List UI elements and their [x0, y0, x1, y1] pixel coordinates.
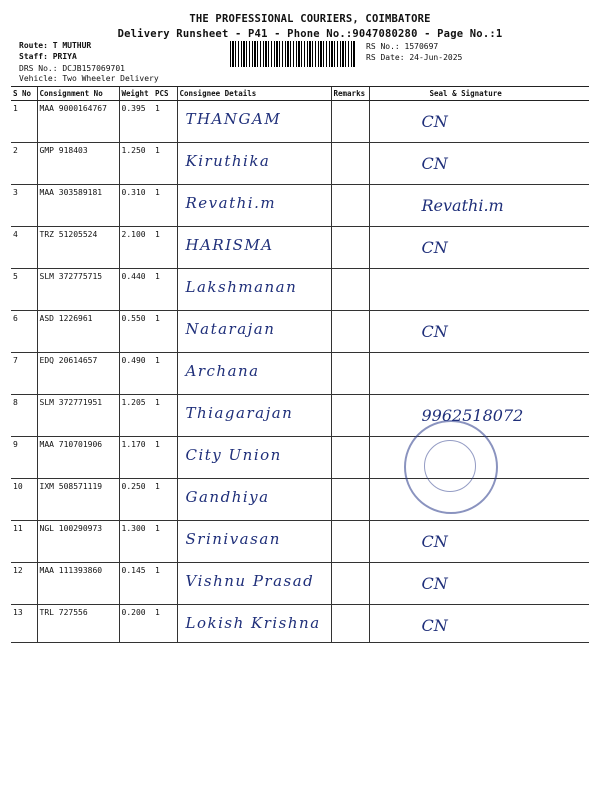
- sno-cell: 1: [11, 101, 37, 143]
- remarks-cell: [331, 605, 369, 643]
- vehicle-field: Vehicle: Two Wheeler Delivery: [19, 74, 159, 83]
- consignee-cell: [177, 521, 331, 563]
- consignment-cell: TRL 727556: [37, 605, 119, 643]
- sno-cell: 10: [11, 479, 37, 521]
- handwritten-name: Revathi.m: [185, 194, 277, 212]
- pcs-cell: 1: [153, 563, 177, 605]
- col-header-pcs: PCS: [153, 87, 177, 101]
- consignment-cell: GMP 918403: [37, 143, 119, 185]
- signature-cell: [369, 101, 589, 143]
- weight-cell: 0.200: [119, 605, 153, 643]
- table-header-row: [11, 87, 589, 101]
- pcs-cell: 1: [153, 227, 177, 269]
- sno-cell: 7: [11, 353, 37, 395]
- route-field: Route: T MUTHUR: [19, 41, 92, 50]
- handwritten-name: Kiruthika: [185, 152, 271, 170]
- signature-cell: [369, 605, 589, 643]
- sno-cell: 2: [11, 143, 37, 185]
- sno-cell: 5: [11, 269, 37, 311]
- rs-date: RS Date: 24-Jun-2025: [366, 53, 463, 62]
- handwritten-signature: Revathi.m: [421, 196, 504, 215]
- col-header-consignment: Consignment No: [37, 87, 119, 101]
- handwritten-signature: [372, 272, 588, 280]
- remarks-cell: [331, 479, 369, 521]
- consignment-cell: TRZ 51205524: [37, 227, 119, 269]
- table-row: [11, 605, 589, 643]
- pcs-cell: 1: [153, 143, 177, 185]
- signature-cell: [369, 353, 589, 395]
- pcs-cell: 1: [153, 185, 177, 227]
- pcs-cell: 1: [153, 353, 177, 395]
- signature-cell: [369, 311, 589, 353]
- weight-cell: 0.145: [119, 563, 153, 605]
- company-title: THE PROFESSIONAL COURIERS, COIMBATORE: [189, 13, 431, 25]
- sno-cell: 13: [11, 605, 37, 643]
- sno-cell: 12: [11, 563, 37, 605]
- handwritten-name: Srinivasan: [185, 530, 281, 548]
- handwritten-name: Archana: [185, 362, 260, 380]
- handwritten-name: Thiagarajan: [185, 404, 294, 422]
- consignee-cell: [177, 269, 331, 311]
- handwritten-name: Gandhiya: [185, 488, 270, 506]
- weight-cell: 2.100: [119, 227, 153, 269]
- pcs-cell: 1: [153, 605, 177, 643]
- signature-cell: [369, 269, 589, 311]
- remarks-cell: [331, 521, 369, 563]
- remarks-cell: [331, 227, 369, 269]
- handwritten-signature: CN: [421, 574, 448, 593]
- consignment-cell: MAA 9000164767: [37, 101, 119, 143]
- consignee-cell: [177, 143, 331, 185]
- table-row: [11, 395, 589, 437]
- handwritten-signature: CN: [421, 238, 448, 257]
- remarks-cell: [331, 353, 369, 395]
- remarks-cell: [331, 395, 369, 437]
- handwritten-signature: CN: [421, 616, 448, 635]
- col-header-signature: Seal & Signature: [369, 87, 589, 101]
- table-row: [11, 521, 589, 563]
- col-header-consignee: Consignee Details: [177, 87, 331, 101]
- barcode-image: [230, 41, 356, 67]
- table-row: [11, 563, 589, 605]
- pcs-cell: 1: [153, 437, 177, 479]
- consignment-cell: MAA 111393860: [37, 563, 119, 605]
- pcs-cell: 1: [153, 101, 177, 143]
- table-row: [11, 143, 589, 185]
- signature-cell: [369, 227, 589, 269]
- table-row: [11, 227, 589, 269]
- weight-cell: 1.170: [119, 437, 153, 479]
- signature-cell: [369, 143, 589, 185]
- consignee-cell: [177, 563, 331, 605]
- signature-cell: [369, 185, 589, 227]
- weight-cell: 1.205: [119, 395, 153, 437]
- handwritten-name: City Union: [185, 446, 282, 464]
- sno-cell: 11: [11, 521, 37, 563]
- handwritten-signature: CN: [421, 322, 448, 341]
- consignee-cell: [177, 311, 331, 353]
- handwritten-name: THANGAM: [185, 110, 282, 128]
- remarks-cell: [331, 101, 369, 143]
- pcs-cell: 1: [153, 311, 177, 353]
- consignment-cell: EDQ 20614657: [37, 353, 119, 395]
- consignment-cell: SLM 372775715: [37, 269, 119, 311]
- handwritten-name: Natarajan: [185, 320, 276, 338]
- pcs-cell: 1: [153, 395, 177, 437]
- handwritten-name: Vishnu Prasad: [185, 572, 315, 590]
- weight-cell: 0.550: [119, 311, 153, 353]
- handwritten-name: HARISMA: [185, 236, 274, 254]
- consignment-cell: IXM 508571119: [37, 479, 119, 521]
- sno-cell: 8: [11, 395, 37, 437]
- consignee-cell: [177, 605, 331, 643]
- consignee-cell: [177, 437, 331, 479]
- weight-cell: 0.490: [119, 353, 153, 395]
- pcs-cell: 1: [153, 521, 177, 563]
- pcs-cell: 1: [153, 479, 177, 521]
- sno-cell: 3: [11, 185, 37, 227]
- weight-cell: 0.395: [119, 101, 153, 143]
- consignment-cell: NGL 100290973: [37, 521, 119, 563]
- handwritten-signature: [372, 356, 588, 364]
- remarks-cell: [331, 185, 369, 227]
- weight-cell: 0.250: [119, 479, 153, 521]
- consignee-cell: [177, 101, 331, 143]
- rs-number: RS No.: 1570697: [366, 42, 439, 51]
- consignment-cell: MAA 710701906: [37, 437, 119, 479]
- remarks-cell: [331, 437, 369, 479]
- sno-cell: 4: [11, 227, 37, 269]
- table-row: [11, 479, 589, 521]
- handwritten-signature: 9962518072: [421, 406, 524, 425]
- sno-cell: 6: [11, 311, 37, 353]
- consignee-cell: [177, 185, 331, 227]
- col-header-sno: S No: [11, 87, 37, 101]
- weight-cell: 0.440: [119, 269, 153, 311]
- sno-cell: 9: [11, 437, 37, 479]
- consignment-cell: SLM 372771951: [37, 395, 119, 437]
- weight-cell: 0.310: [119, 185, 153, 227]
- consignee-cell: [177, 479, 331, 521]
- remarks-cell: [331, 311, 369, 353]
- drs-number: DRS No.: DCJB157069701: [19, 64, 125, 73]
- remarks-cell: [331, 269, 369, 311]
- signature-cell: [369, 563, 589, 605]
- table-row: [11, 353, 589, 395]
- remarks-cell: [331, 563, 369, 605]
- weight-cell: 1.250: [119, 143, 153, 185]
- consignee-cell: [177, 353, 331, 395]
- consignee-cell: [177, 227, 331, 269]
- table-row: [11, 101, 589, 143]
- delivery-table: [11, 86, 589, 643]
- col-header-weight: Weight: [119, 87, 153, 101]
- table-row: [11, 437, 589, 479]
- bank-seal-inner-ring: [424, 440, 476, 492]
- pcs-cell: 1: [153, 269, 177, 311]
- col-header-remarks: Remarks: [331, 87, 369, 101]
- table-row: [11, 269, 589, 311]
- handwritten-name: Lakshmanan: [185, 278, 298, 296]
- table-row: [11, 311, 589, 353]
- consignee-cell: [177, 395, 331, 437]
- consignment-cell: ASD 1226961: [37, 311, 119, 353]
- runsheet-subtitle: Delivery Runsheet - P41 - Phone No.:9047080280 - Page No.:1: [117, 28, 503, 40]
- staff-field: Staff: PRIYA: [19, 52, 77, 61]
- weight-cell: 1.300: [119, 521, 153, 563]
- handwritten-signature: CN: [421, 112, 448, 131]
- remarks-cell: [331, 143, 369, 185]
- handwritten-signature: CN: [421, 532, 448, 551]
- handwritten-name: Lokish Krishna: [185, 614, 321, 632]
- consignment-cell: MAA 303589181: [37, 185, 119, 227]
- signature-cell: [369, 521, 589, 563]
- handwritten-signature: CN: [421, 154, 448, 173]
- table-row: [11, 185, 589, 227]
